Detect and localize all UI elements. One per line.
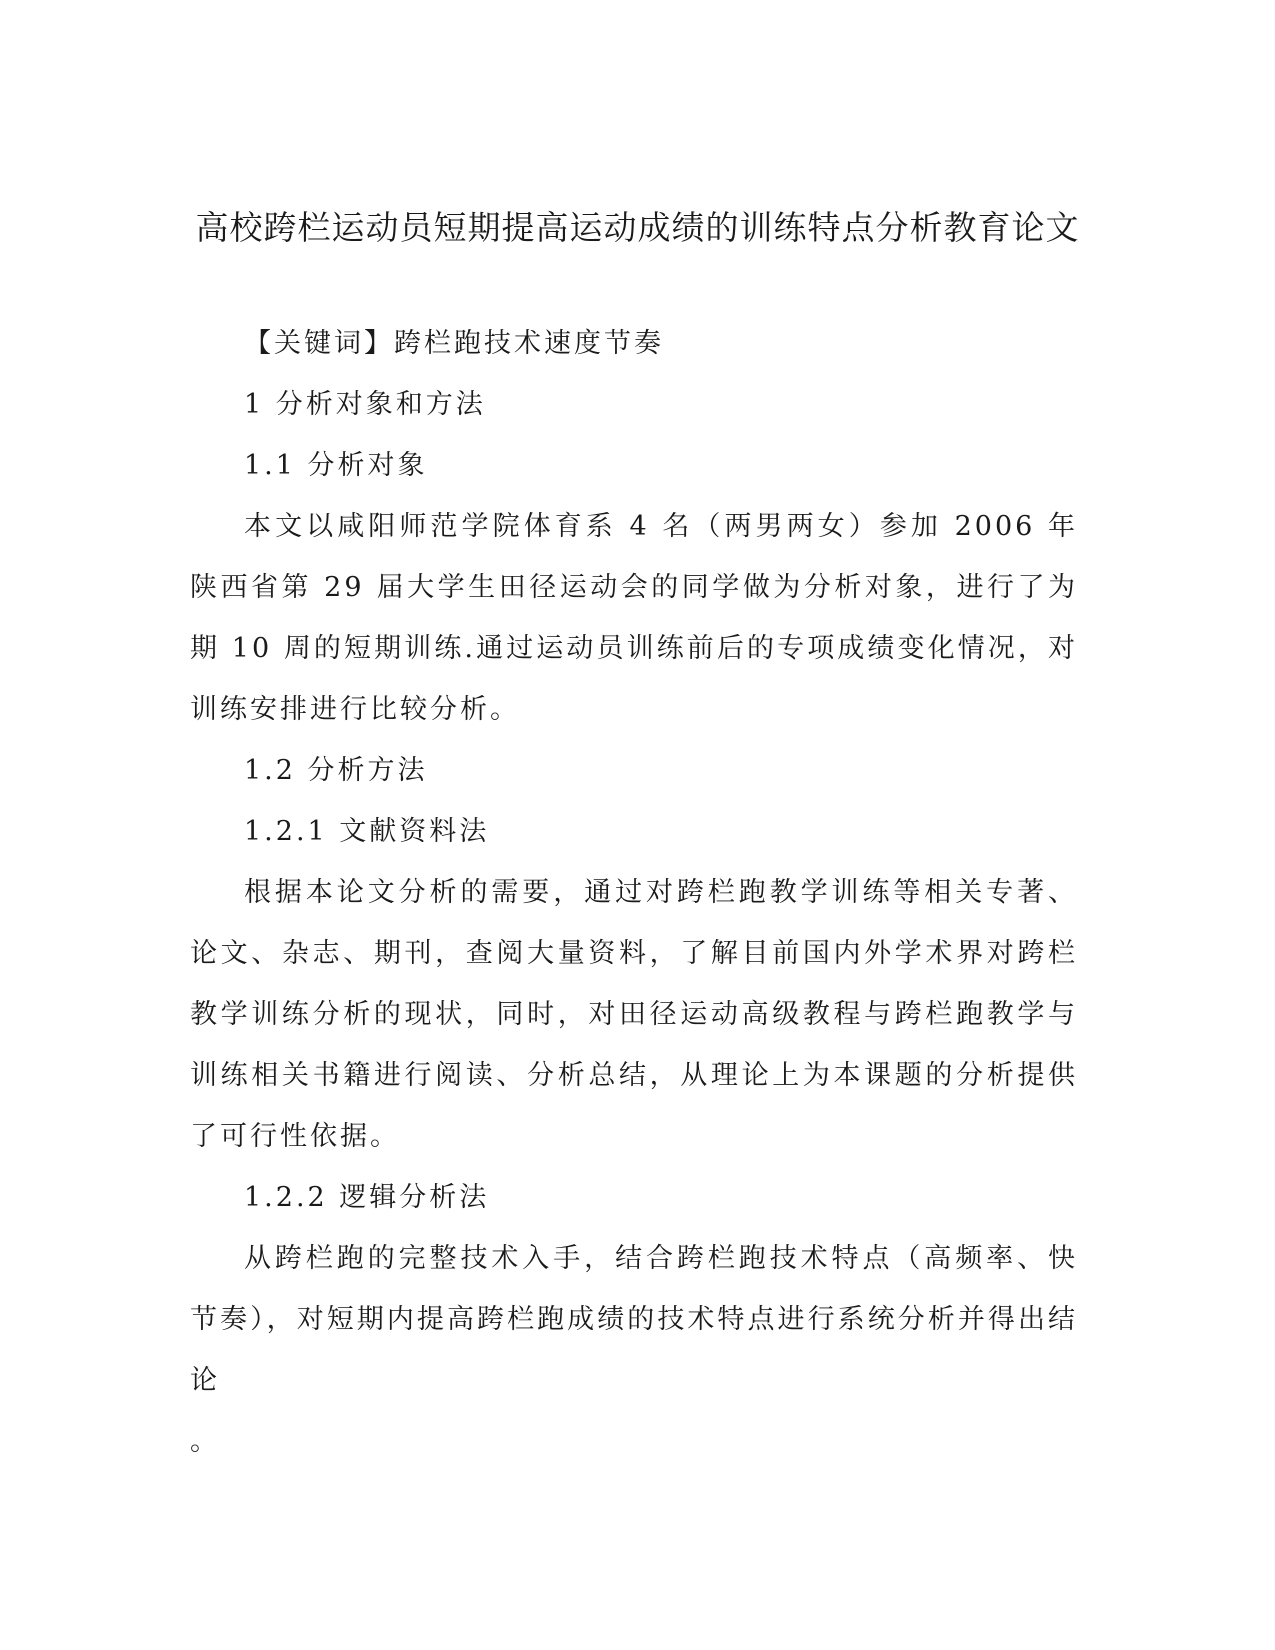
paragraph-logic-method: 从跨栏跑的完整技术入手，结合跨栏跑技术特点（高频率、快节奏），对短期内提高跨栏跑成绩的技术特点进行系统分析并得出结论 [190, 1243, 1078, 1396]
document-body [190, 313, 1078, 1472]
paragraph-trailing-period: 。 [190, 1426, 220, 1457]
section-heading-1-2-2: 1.2.2 逻辑分析法 [244, 1182, 490, 1213]
section-heading-1-1: 1.1 分析对象 [244, 450, 428, 481]
keywords-line: 【关键词】跨栏跑技术速度节奏 [244, 328, 664, 359]
paragraph-literature-method: 根据本论文分析的需要，通过对跨栏跑教学训练等相关专著、论文、杂志、期刊，查阅大量资料，了解目前国内外学术界对跨栏教学训练分析的现状，同时，对田径运动高级教程与跨栏跑教学与训练相关书籍进行阅读、分析总结，从理论上为本课题的分析提供了可行性依据。 [190, 877, 1078, 1152]
section-heading-1: 1 分析对象和方法 [244, 389, 486, 420]
document-title: 高校跨栏运动员短期提高运动成绩的训练特点分析教育论文 [195, 208, 1080, 247]
section-heading-1-2-1: 1.2.1 文献资料法 [244, 816, 490, 847]
paragraph-analysis-object: 本文以咸阳师范学院体育系 4 名（两男两女）参加 2006 年陕西省第 29 届大学生田径运动会的同学做为分析对象，进行了为期 10 周的短期训练.通过运动员训练前后的专项成绩变化情况，对训练安排进行比较分析。 [190, 511, 1078, 725]
section-heading-1-2: 1.2 分析方法 [244, 755, 428, 786]
